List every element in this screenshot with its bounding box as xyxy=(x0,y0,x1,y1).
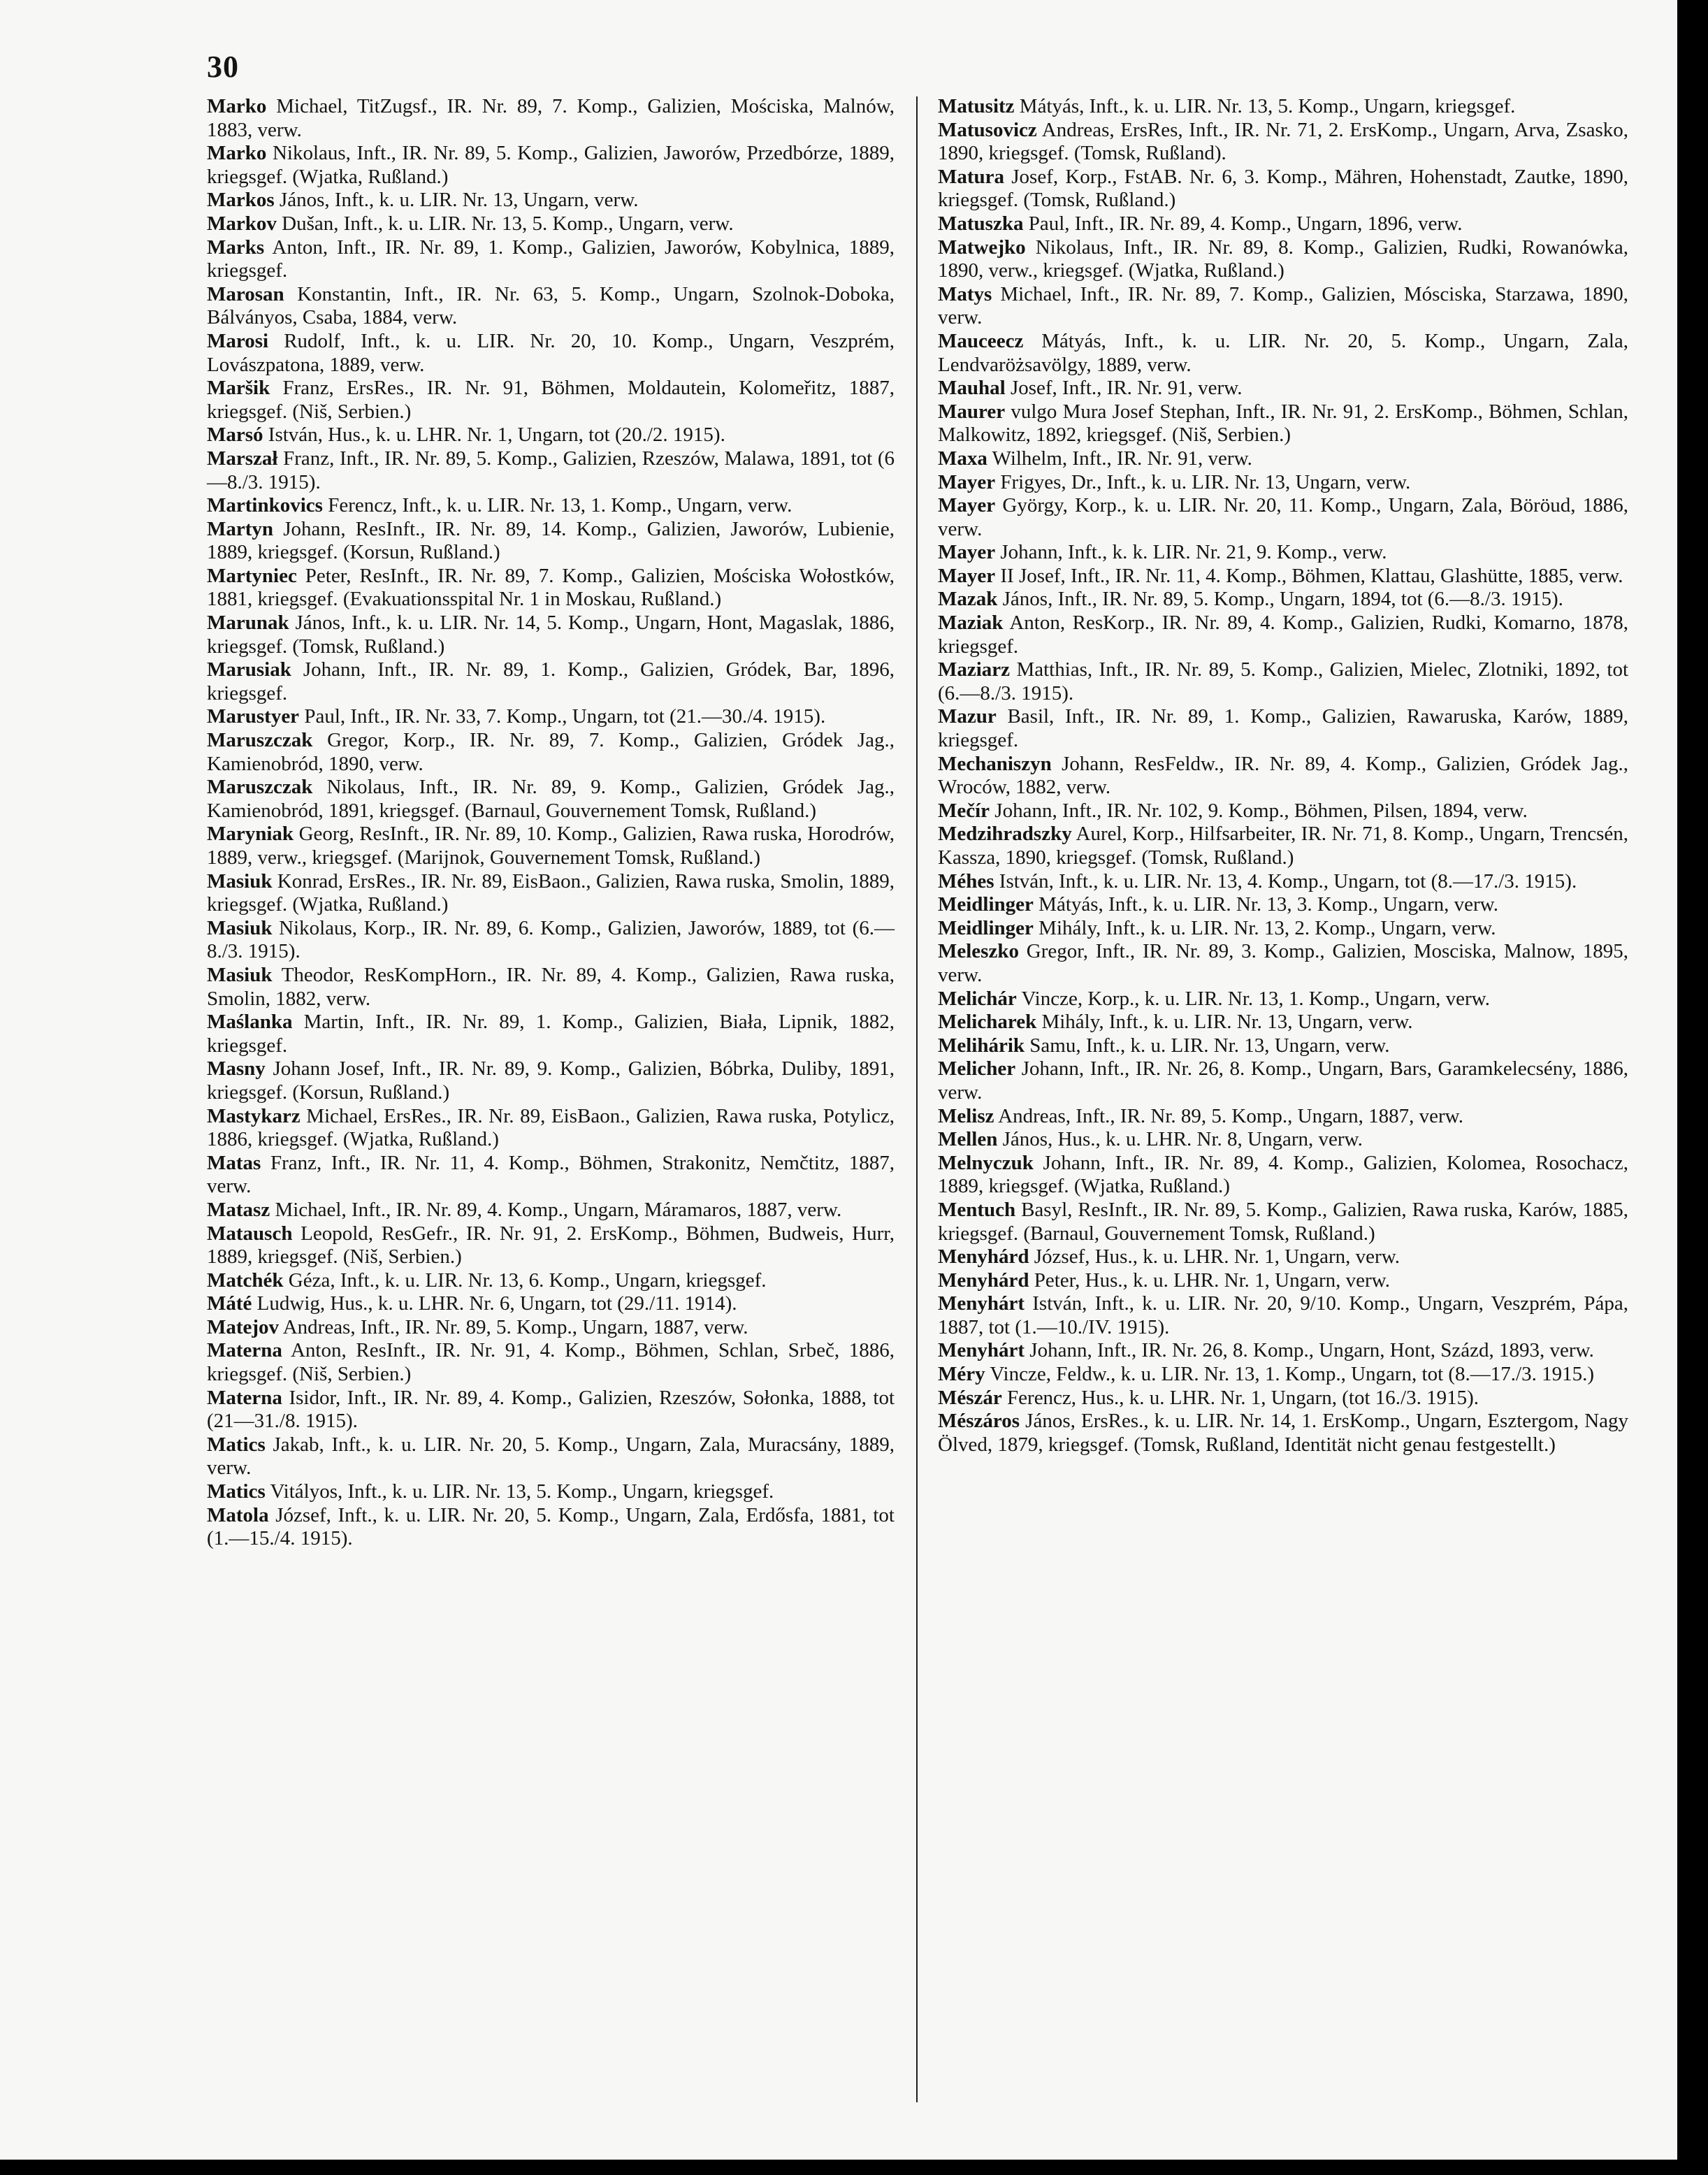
roll-entry xyxy=(938,1152,1628,1199)
roll-entry xyxy=(938,236,1628,283)
roll-entry xyxy=(938,377,1628,400)
entry-details: Vincze, Feldw., k. u. LIR. Nr. 13, 1. Komp., Ungarn, tot (8.—17./3. 1915.) xyxy=(990,1363,1595,1386)
entry-details: Johann, Inft., IR. Nr. 89, 1. Komp., Galizien, Gródek, Bar, 1896, kriegsgef. xyxy=(207,658,895,704)
entry-details: Ludwig, Hus., k. u. LHR. Nr. 6, Ungarn, tot (29./11. 1914). xyxy=(256,1292,737,1315)
entry-details: Peter, Hus., k. u. LHR. Nr. 1, Ungarn, verw. xyxy=(1034,1269,1390,1292)
roll-entry xyxy=(938,588,1628,612)
roll-entry xyxy=(938,1410,1628,1457)
entry-surname: Marszał xyxy=(207,447,278,470)
entry-details: Andreas, ErsRes, Inft., IR. Nr. 71, 2. ErsKomp., Ungarn, Arva, Zsasko, 1890, kriegsgef. (Tomsk, Rußland). xyxy=(938,118,1628,165)
entry-surname: Maršik xyxy=(207,377,270,400)
entry-details: Johann Josef, Inft., IR. Nr. 89, 9. Komp., Galizien, Bóbrka, Duliby, 1891, kriegsgef. (Korsun, Rußland.) xyxy=(207,1057,895,1104)
roll-entry xyxy=(207,870,895,917)
entry-surname: Medzihradszky xyxy=(938,823,1072,846)
entry-details: József, Hus., k. u. LHR. Nr. 1, Ungarn, verw. xyxy=(1034,1245,1401,1269)
entry-details: János, Hus., k. u. LHR. Nr. 8, Ungarn, verw. xyxy=(1002,1128,1363,1151)
entry-details: Wilhelm, Inft., IR. Nr. 91, verw. xyxy=(992,447,1252,470)
entry-surname: Melicharek xyxy=(938,1011,1037,1034)
roll-entry xyxy=(207,447,895,494)
entry-details: Andreas, Inft., IR. Nr. 89, 5. Komp., Ungarn, 1887, verw. xyxy=(282,1315,748,1338)
entry-surname: Materna xyxy=(207,1339,282,1362)
entry-surname: Mauceecz xyxy=(938,329,1024,352)
entry-surname: Martyn xyxy=(207,517,274,540)
entry-details: Johann, Inft., IR. Nr. 102, 9. Komp., Böhmen, Pilsen, 1894, verw. xyxy=(994,799,1528,822)
entry-surname: Maxa xyxy=(938,447,987,470)
roll-entry xyxy=(938,705,1628,752)
entry-surname: Méry xyxy=(938,1363,985,1386)
entry-surname: Markov xyxy=(207,212,277,235)
entry-surname: Marunak xyxy=(207,612,289,635)
entry-details: Vincze, Korp., k. u. LIR. Nr. 13, 1. Komp., Ungarn, verw. xyxy=(1021,987,1490,1010)
entry-surname: Marustyer xyxy=(207,705,300,728)
entry-details: Johann, ResInft., IR. Nr. 89, 14. Komp., Galizien, Jaworów, Lubienie, 1889, kriegsgef. (Korsun, Rußland.) xyxy=(207,517,895,564)
entry-details: Michael, Inft., IR. Nr. 89, 4. Komp., Ungarn, Máramaros, 1887, verw. xyxy=(275,1198,842,1221)
entry-details: Franz, Inft., IR. Nr. 89, 5. Komp., Galizien, Rzeszów, Malawa, 1891, tot (6—8./3. 1915). xyxy=(207,447,895,493)
entry-details: Ferencz, Hus., k. u. LHR. Nr. 1, Ungarn, (tot 16./3. 1915). xyxy=(1007,1386,1479,1409)
entry-details: István, Hus., k. u. LHR. Nr. 1, Ungarn, tot (20./2. 1915). xyxy=(268,424,725,447)
roll-entry xyxy=(938,1339,1628,1363)
roll-entry xyxy=(938,447,1628,471)
entry-surname: Meleszko xyxy=(938,940,1019,963)
roll-entry xyxy=(207,1316,895,1340)
entry-surname: Matwejko xyxy=(938,236,1026,259)
entry-surname: Marosi xyxy=(207,329,269,352)
roll-entry xyxy=(938,166,1628,212)
roll-entry xyxy=(938,212,1628,236)
roll-entry xyxy=(938,893,1628,917)
roll-entry xyxy=(207,330,895,377)
roll-entry xyxy=(207,377,895,424)
entry-details: Mihály, Inft., k. u. LIR. Nr. 13, 2. Komp., Ungarn, verw. xyxy=(1038,916,1496,939)
entry-surname: Mayer xyxy=(938,470,996,493)
roll-entry xyxy=(938,541,1628,565)
entry-surname: Melicher xyxy=(938,1057,1016,1081)
entry-surname: Maruszczak xyxy=(207,729,313,752)
entry-details: Frigyes, Dr., Inft., k. u. LIR. Nr. 13, Ungarn, verw. xyxy=(1000,470,1411,493)
entry-details: Theodor, ResKompHorn., IR. Nr. 89, 4. Komp., Galizien, Rawa ruska, Smolin, 1882, verw. xyxy=(207,963,895,1010)
left-column xyxy=(207,95,895,1551)
entry-surname: Matas xyxy=(207,1151,261,1174)
entry-surname: Menyhárd xyxy=(938,1245,1029,1269)
entry-details: Johann, Inft., IR. Nr. 26, 8. Komp., Ungarn, Bars, Garamkelecsény, 1886, verw. xyxy=(938,1057,1628,1104)
entry-surname: Marsó xyxy=(207,424,263,447)
entry-surname: Mazak xyxy=(938,588,998,611)
entry-details: Vitályos, Inft., k. u. LIR. Nr. 13, 5. Komp., Ungarn, kriegsgef. xyxy=(270,1480,774,1503)
entry-surname: Marko xyxy=(207,95,267,117)
entry-details: Andreas, Inft., IR. Nr. 89, 5. Komp., Ungarn, 1887, verw. xyxy=(998,1104,1463,1127)
entry-details: vulgo Mura Josef Stephan, Inft., IR. Nr. 91, 2. ErsKomp., Böhmen, Schlan, Malkowitz, 1892, kriegsgef. (Niš, Serbien.) xyxy=(938,400,1628,447)
entry-surname: Mayer xyxy=(938,541,996,564)
roll-entry xyxy=(207,1222,895,1269)
entry-details: Josef, Inft., IR. Nr. 91, verw. xyxy=(1010,377,1243,400)
entry-details: János, Inft., k. u. LIR. Nr. 13, Ungarn, verw. xyxy=(279,189,639,212)
roll-entry xyxy=(207,1387,895,1433)
page-number: 30 xyxy=(207,50,239,84)
entry-surname: Mellen xyxy=(938,1128,998,1151)
entry-details: Mihály, Inft., k. u. LIR. Nr. 13, Ungarn, verw. xyxy=(1041,1011,1413,1034)
roll-entry xyxy=(938,1105,1628,1129)
entry-details: Mátyás, Inft., k. u. LIR. Nr. 20, 5. Komp., Ungarn, Zala, Lendvaröżsavölgy, 1889, verw. xyxy=(938,329,1628,376)
entry-surname: Mazur xyxy=(938,705,997,728)
entry-surname: Meidlinger xyxy=(938,893,1034,916)
roll-entry xyxy=(938,1245,1628,1269)
entry-surname: Maurer xyxy=(938,400,1006,423)
entry-details: II Josef, Inft., IR. Nr. 11, 4. Komp., Böhmen, Klattau, Glashütte, 1885, verw. xyxy=(1000,564,1623,587)
entry-surname: Masny xyxy=(207,1057,266,1081)
entry-details: Johann, Inft., k. k. LIR. Nr. 21, 9. Komp., verw. xyxy=(1000,541,1387,564)
roll-entry xyxy=(207,494,895,518)
entry-details: Gregor, Korp., IR. Nr. 89, 7. Komp., Galizien, Gródek Jag., Kamienobród, 1890, verw. xyxy=(207,729,895,775)
entry-surname: Maślanka xyxy=(207,1011,293,1034)
entry-details: János, Inft., IR. Nr. 89, 5. Komp., Ungarn, 1894, tot (6.—8./3. 1915). xyxy=(1002,588,1563,611)
entry-details: Franz, ErsRes., IR. Nr. 91, Böhmen, Moldautein, Kolomeřitz, 1887, kriegsgef. (Niš, Serbien.) xyxy=(207,377,895,423)
entry-details: Peter, ResInft., IR. Nr. 89, 7. Komp., Galizien, Mościska Wołostków, 1881, kriegsgef. (Evakuationsspital Nr. 1 in Moskau, Rußland.) xyxy=(207,564,895,611)
roll-entry xyxy=(207,917,895,964)
entry-surname: Menyhárt xyxy=(938,1339,1025,1362)
roll-entry xyxy=(207,1105,895,1152)
entry-details: Konrad, ErsRes., IR. Nr. 89, EisBaon., Galizien, Rawa ruska, Smolin, 1889, kriegsgef. (Wjatka, Rußland.) xyxy=(207,869,895,916)
entry-details: Anton, Inft., IR. Nr. 89, 1. Komp., Galizien, Jaworów, Kobylnica, 1889, kriegsgef. xyxy=(207,236,895,282)
entry-surname: Mauhal xyxy=(938,377,1006,400)
roll-entry xyxy=(938,1199,1628,1245)
entry-details: Aurel, Korp., Hilfsarbeiter, IR. Nr. 71, 8. Komp., Ungarn, Trencsén, Kassza, 1890, kriegsgef. (Tomsk, Rußland.) xyxy=(938,823,1628,869)
entry-surname: Matusitz xyxy=(938,95,1015,117)
roll-entry xyxy=(938,1011,1628,1034)
entry-details: Géza, Inft., k. u. LIR. Nr. 13, 6. Komp., Ungarn, kriegsgef. xyxy=(288,1269,767,1292)
entry-surname: Maruszczak xyxy=(207,776,313,799)
roll-entry xyxy=(938,565,1628,588)
roll-entry xyxy=(207,1152,895,1199)
entry-details: Franz, Inft., IR. Nr. 11, 4. Komp., Böhmen, Strakonitz, Nemčtitz, 1887, verw. xyxy=(207,1151,895,1198)
entry-details: Matthias, Inft., IR. Nr. 89, 5. Komp., Galizien, Mielec, Zlotniki, 1892, tot (6.—8./3. 1915). xyxy=(938,658,1628,704)
entry-surname: Matasz xyxy=(207,1198,270,1221)
entry-details: Paul, Inft., IR. Nr. 89, 4. Komp., Ungarn, 1896, verw. xyxy=(1028,212,1463,235)
entry-surname: Matola xyxy=(207,1503,269,1526)
roll-entry xyxy=(207,658,895,705)
entry-details: Johann, ResFeldw., IR. Nr. 89, 4. Komp., Galizien, Gródek Jag., Wroców, 1882, verw. xyxy=(938,752,1628,799)
entry-surname: Materna xyxy=(207,1386,282,1409)
roll-entry xyxy=(207,1269,895,1293)
entry-details: Anton, ResInft., IR. Nr. 91, 4. Komp., Böhmen, Schlan, Srbeč, 1886, kriegsgef. (Niš, Serbien.) xyxy=(207,1339,895,1386)
entry-surname: Matchék xyxy=(207,1269,284,1292)
roll-entry xyxy=(207,1199,895,1222)
roll-entry xyxy=(938,1034,1628,1058)
entry-details: György, Korp., k. u. LIR. Nr. 20, 11. Komp., Ungarn, Zala, Böröud, 1886, verw. xyxy=(938,494,1629,540)
roll-entry xyxy=(938,1292,1628,1339)
entry-details: Leopold, ResGefr., IR. Nr. 91, 2. ErsKomp., Böhmen, Budweis, Hurr, 1889, kriegsgef. (Niš, Serbien.) xyxy=(207,1222,895,1269)
entry-details: János, ErsRes., k. u. LIR. Nr. 14, 1. ErsKomp., Ungarn, Esztergom, Nagy Ölved, 1879, kriegsgef. (Tomsk, Rußland, Identität nicht genau festgestellt.) xyxy=(938,1410,1629,1456)
roll-entry xyxy=(938,95,1628,119)
roll-entry xyxy=(207,565,895,612)
entry-details: Paul, Inft., IR. Nr. 33, 7. Komp., Ungarn, tot (21.—30./4. 1915). xyxy=(304,705,826,728)
entry-details: Nikolaus, Inft., IR. Nr. 89, 9. Komp., Galizien, Gródek Jag., Kamienobród, 1891, kriegsgef. (Barnaul, Gouvernement Tomsk, Rußland.) xyxy=(207,776,895,822)
entry-surname: Matys xyxy=(938,282,992,305)
roll-entry xyxy=(938,283,1628,330)
roll-entry xyxy=(207,236,895,283)
roll-entry xyxy=(207,705,895,729)
entry-details: Ferencz, Inft., k. u. LIR. Nr. 13, 1. Komp., Ungarn, verw. xyxy=(328,494,793,517)
roll-entry xyxy=(938,1057,1628,1104)
entry-surname: Maryniak xyxy=(207,823,294,846)
entry-details: István, Inft., k. u. LIR. Nr. 20, 9/10. Komp., Ungarn, Veszprém, Pápa, 1887, tot (1.—10./IV. 1915). xyxy=(938,1292,1628,1338)
entry-details: Anton, ResKorp., IR. Nr. 89, 4. Komp., Galizien, Rudki, Komarno, 1878, kriegsgef. xyxy=(938,612,1628,658)
entry-details: Konstantin, Inft., IR. Nr. 63, 5. Komp., Ungarn, Szolnok-Doboka, Bálványos, Csaba, 1884, verw. xyxy=(207,282,895,329)
roll-entry xyxy=(938,612,1628,658)
entry-surname: Menyhárt xyxy=(938,1292,1025,1315)
roll-entry xyxy=(938,823,1628,869)
entry-surname: Markos xyxy=(207,189,275,212)
roll-entry xyxy=(207,189,895,212)
entry-details: Dušan, Inft., k. u. LIR. Nr. 13, 5. Komp., Ungarn, verw. xyxy=(282,212,734,235)
entry-details: Samu, Inft., k. u. LIR. Nr. 13, Ungarn, verw. xyxy=(1029,1034,1390,1057)
entry-surname: Mechaniszyn xyxy=(938,752,1052,775)
entry-surname: Maziak xyxy=(938,612,1004,635)
roll-entry xyxy=(207,1504,895,1551)
roll-entry xyxy=(207,776,895,823)
roll-entry xyxy=(207,1480,895,1504)
entry-surname: Matejov xyxy=(207,1315,280,1338)
entry-surname: Melnyczuk xyxy=(938,1151,1034,1174)
roll-entry xyxy=(938,917,1628,941)
roll-entry xyxy=(207,424,895,447)
entry-surname: Méhes xyxy=(938,869,994,893)
entry-details: Basyl, ResInft., IR. Nr. 89, 5. Komp., Galizien, Rawa ruska, Karów, 1885, kriegsgef. (Barnaul, Gouvernement Tomsk, Rußland.) xyxy=(938,1198,1628,1245)
entry-surname: Mayer xyxy=(938,494,996,517)
roll-entry xyxy=(207,729,895,776)
roll-entry xyxy=(938,330,1628,377)
entry-surname: Matics xyxy=(207,1480,266,1503)
roll-entry xyxy=(938,988,1628,1011)
entry-surname: Martinkovics xyxy=(207,494,323,517)
entry-surname: Marosan xyxy=(207,282,284,305)
entry-surname: Matics xyxy=(207,1433,266,1456)
roll-entry xyxy=(207,142,895,189)
entry-surname: Mentuch xyxy=(938,1198,1016,1221)
entry-details: Isidor, Inft., IR. Nr. 89, 4. Komp., Galizien, Rzeszów, Sołonka, 1888, tot (21—31./8. 1915). xyxy=(207,1386,895,1433)
entry-surname: Masiuk xyxy=(207,963,273,986)
entry-surname: Melisz xyxy=(938,1104,994,1127)
entry-details: Rudolf, Inft., k. u. LIR. Nr. 20, 10. Komp., Ungarn, Veszprém, Lovászpatona, 1889, verw. xyxy=(207,329,895,376)
entry-surname: Meidlinger xyxy=(938,916,1034,939)
roll-entry xyxy=(207,1011,895,1057)
entry-surname: Masiuk xyxy=(207,869,273,893)
roll-entry xyxy=(938,1269,1628,1293)
entry-details: József, Inft., k. u. LIR. Nr. 20, 5. Komp., Ungarn, Zala, Erdősfa, 1881, tot (1.—15./4. 1915). xyxy=(207,1503,895,1550)
entry-surname: Marko xyxy=(207,142,267,165)
entry-details: Georg, ResInft., IR. Nr. 89, 10. Komp., Galizien, Rawa ruska, Horodrów, 1889, verw., kriegsgef. (Marijnok, Gouvernement Tomsk, Rußland.) xyxy=(207,823,895,869)
roll-entry xyxy=(207,823,895,869)
roll-entry xyxy=(207,212,895,236)
entry-details: Jakab, Inft., k. u. LIR. Nr. 20, 5. Komp., Ungarn, Zala, Muracsány, 1889, verw. xyxy=(207,1433,895,1480)
entry-surname: Mečír xyxy=(938,799,990,822)
roll-entry xyxy=(938,400,1628,447)
roll-entry xyxy=(207,518,895,565)
roll-entry xyxy=(938,658,1628,705)
entry-details: Martin, Inft., IR. Nr. 89, 1. Komp., Galizien, Biała, Lipnik, 1882, kriegsgef. xyxy=(207,1011,895,1057)
roll-entry xyxy=(207,1057,895,1104)
entry-surname: Mayer xyxy=(938,564,996,587)
entry-details: Gregor, Inft., IR. Nr. 89, 3. Komp., Galizien, Mosciska, Malnow, 1895, verw. xyxy=(938,940,1629,986)
entry-surname: Melichár xyxy=(938,987,1017,1010)
entry-surname: Matura xyxy=(938,165,1005,188)
entry-details: István, Inft., k. u. LIR. Nr. 13, 4. Komp., Ungarn, tot (8.—17./3. 1915). xyxy=(999,869,1577,893)
entry-details: Michael, TitZugsf., IR. Nr. 89, 7. Komp., Galizien, Mościska, Malnów, 1883, verw. xyxy=(207,95,895,141)
entry-details: Nikolaus, Inft., IR. Nr. 89, 8. Komp., Galizien, Rudki, Rowanówka, 1890, verw., kriegsgef. (Wjatka, Rußland.) xyxy=(938,236,1629,282)
roll-entry xyxy=(938,800,1628,823)
roll-entry xyxy=(938,1128,1628,1152)
entry-details: Mátyás, Inft., k. u. LIR. Nr. 13, 5. Komp., Ungarn, kriegsgef. xyxy=(1019,95,1516,117)
entry-details: Nikolaus, Inft., IR. Nr. 89, 5. Komp., Galizien, Jaworów, Przedbórze, 1889, kriegsgef. (Wjatka, Rußland.) xyxy=(207,142,895,188)
entry-surname: Menyhárd xyxy=(938,1269,1029,1292)
entry-details: Josef, Korp., FstAB. Nr. 6, 3. Komp., Mähren, Hohenstadt, Zautke, 1890, kriegsgef. (Tomsk, Rußland.) xyxy=(938,165,1629,212)
roll-entry xyxy=(207,95,895,142)
column-divider xyxy=(916,96,918,2102)
roll-entry xyxy=(207,1433,895,1480)
entry-details: Michael, Inft., IR. Nr. 89, 7. Komp., Galizien, Mósciska, Starzawa, 1890, verw. xyxy=(938,282,1629,329)
entry-details: Basil, Inft., IR. Nr. 89, 1. Komp., Galizien, Rawaruska, Karów, 1889, kriegsgef. xyxy=(938,705,1629,752)
roll-entry xyxy=(207,1339,895,1386)
entry-surname: Marks xyxy=(207,236,265,259)
roll-entry xyxy=(207,1292,895,1316)
entry-surname: Máté xyxy=(207,1292,252,1315)
roll-entry xyxy=(938,119,1628,166)
roll-entry xyxy=(938,471,1628,495)
entry-details: Mátyás, Inft., k. u. LIR. Nr. 13, 3. Komp., Ungarn, verw. xyxy=(1038,893,1498,916)
entry-surname: Marusiak xyxy=(207,658,291,681)
roll-entry xyxy=(938,753,1628,800)
entry-surname: Matausch xyxy=(207,1222,293,1245)
entry-details: János, Inft., k. u. LIR. Nr. 14, 5. Komp., Ungarn, Hont, Magaslak, 1886, kriegsgef. (Tomsk, Rußland.) xyxy=(207,612,895,658)
entry-details: Johann, Inft., IR. Nr. 26, 8. Komp., Ungarn, Hont, Százd, 1893, verw. xyxy=(1029,1339,1594,1362)
roll-entry xyxy=(938,1363,1628,1387)
right-column xyxy=(938,95,1628,1457)
entry-surname: Masiuk xyxy=(207,916,273,939)
entry-surname: Mészár xyxy=(938,1386,1002,1409)
roll-entry xyxy=(938,1387,1628,1410)
entry-surname: Matusovicz xyxy=(938,118,1037,141)
roll-entry xyxy=(938,494,1628,541)
entry-surname: Melihárik xyxy=(938,1034,1025,1057)
roll-entry xyxy=(938,940,1628,987)
roll-entry xyxy=(207,964,895,1011)
roll-entry xyxy=(207,612,895,658)
entry-details: Michael, ErsRes., IR. Nr. 89, EisBaon., Galizien, Rawa ruska, Potylicz, 1886, kriegsgef. (Wjatka, Rußland.) xyxy=(207,1104,895,1151)
entry-surname: Martyniec xyxy=(207,564,297,587)
roll-entry xyxy=(938,870,1628,894)
entry-surname: Mészáros xyxy=(938,1410,1020,1433)
entry-details: Nikolaus, Korp., IR. Nr. 89, 6. Komp., Galizien, Jaworów, 1889, tot (6.—8./3. 1915). xyxy=(207,916,895,963)
roll-entry xyxy=(207,283,895,330)
entry-surname: Mastykarz xyxy=(207,1104,301,1127)
entry-surname: Maziarz xyxy=(938,658,1011,681)
entry-surname: Matuszka xyxy=(938,212,1024,235)
entry-details: Johann, Inft., IR. Nr. 89, 4. Komp., Galizien, Kolomea, Rosochacz, 1889, kriegsgef. (Wjatka, Rußland.) xyxy=(938,1151,1628,1198)
